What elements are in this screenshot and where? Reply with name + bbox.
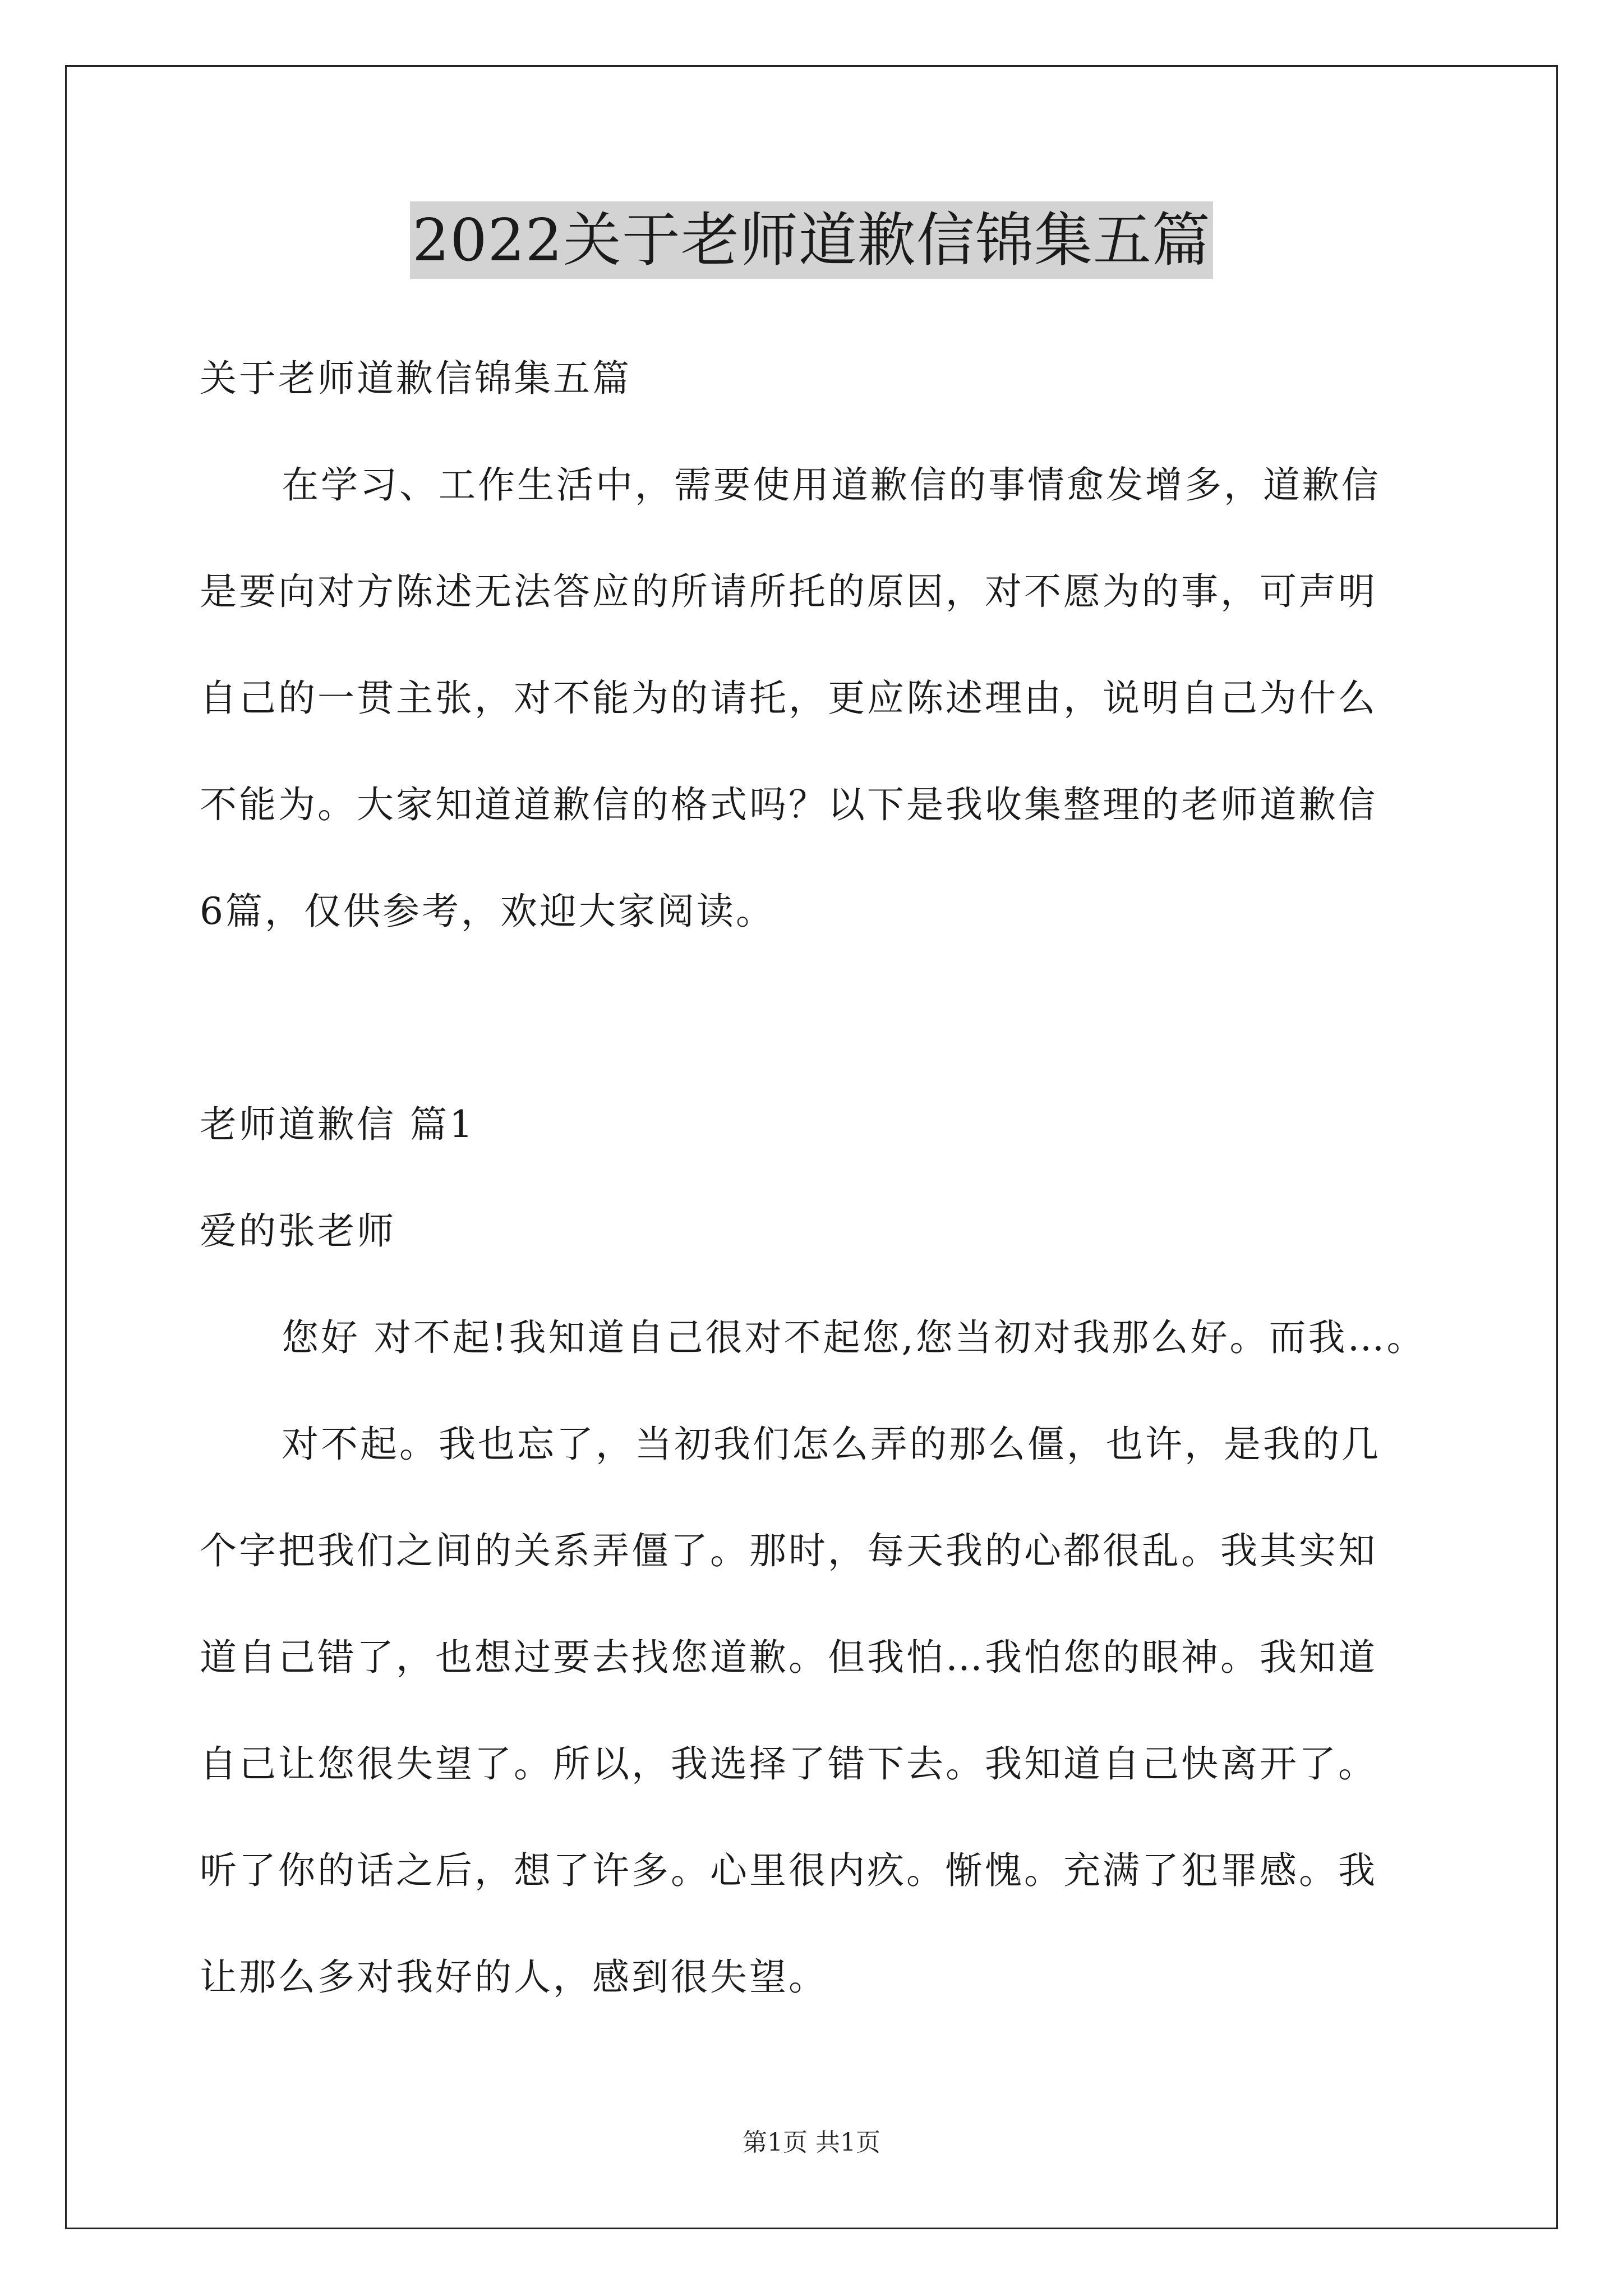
greeting-line: 您好 对不起!我知道自己很对不起您,您当初对我那么好。而我…。	[282, 1316, 1426, 1359]
intro-line-2: 是要向对方陈述无法答应的所请所托的原因，对不愿为的事，可声明	[200, 570, 1377, 613]
intro-line-4: 不能为。大家知道道歉信的格式吗？以下是我收集整理的老师道歉信	[200, 783, 1377, 826]
body-line-1: 对不起。我也忘了，当初我们怎么弄的那么僵，也许，是我的几	[282, 1423, 1381, 1466]
body-line-3: 道自己错了，也想过要去找您道歉。但我怕…我怕您的眼神。我知道	[200, 1636, 1377, 1679]
intro-line-1: 在学习、工作生活中，需要使用道歉信的事情愈发增多，道歉信	[282, 463, 1381, 507]
document-title	[0, 202, 1623, 278]
intro-line-5: 6篇，仅供参考，欢迎大家阅读。	[200, 890, 775, 933]
body-line-2: 个字把我们之间的关系弄僵了。那时，每天我的心都很乱。我其实知	[200, 1529, 1377, 1572]
page-footer: 第1页 共1页	[743, 2128, 880, 2157]
salutation: 爱的张老师	[200, 1209, 396, 1253]
document-title-text: 2022关于老师道歉信锦集五篇	[410, 201, 1213, 279]
body-line-6: 让那么多对我好的人，感到很失望。	[200, 1955, 828, 1999]
intro-line-3: 自己的一贯主张，对不能为的请托，更应陈述理由，说明自己为什么	[200, 677, 1377, 720]
body-line-4: 自己让您很失望了。所以，我选择了错下去。我知道自己快离开了。	[200, 1742, 1377, 1786]
body-line-5: 听了你的话之后，想了许多。心里很内疚。惭愧。充满了犯罪感。我	[200, 1849, 1377, 1892]
document-subtitle: 关于老师道歉信锦集五篇	[200, 357, 631, 400]
section-heading: 老师道歉信 篇1	[200, 1103, 475, 1146]
